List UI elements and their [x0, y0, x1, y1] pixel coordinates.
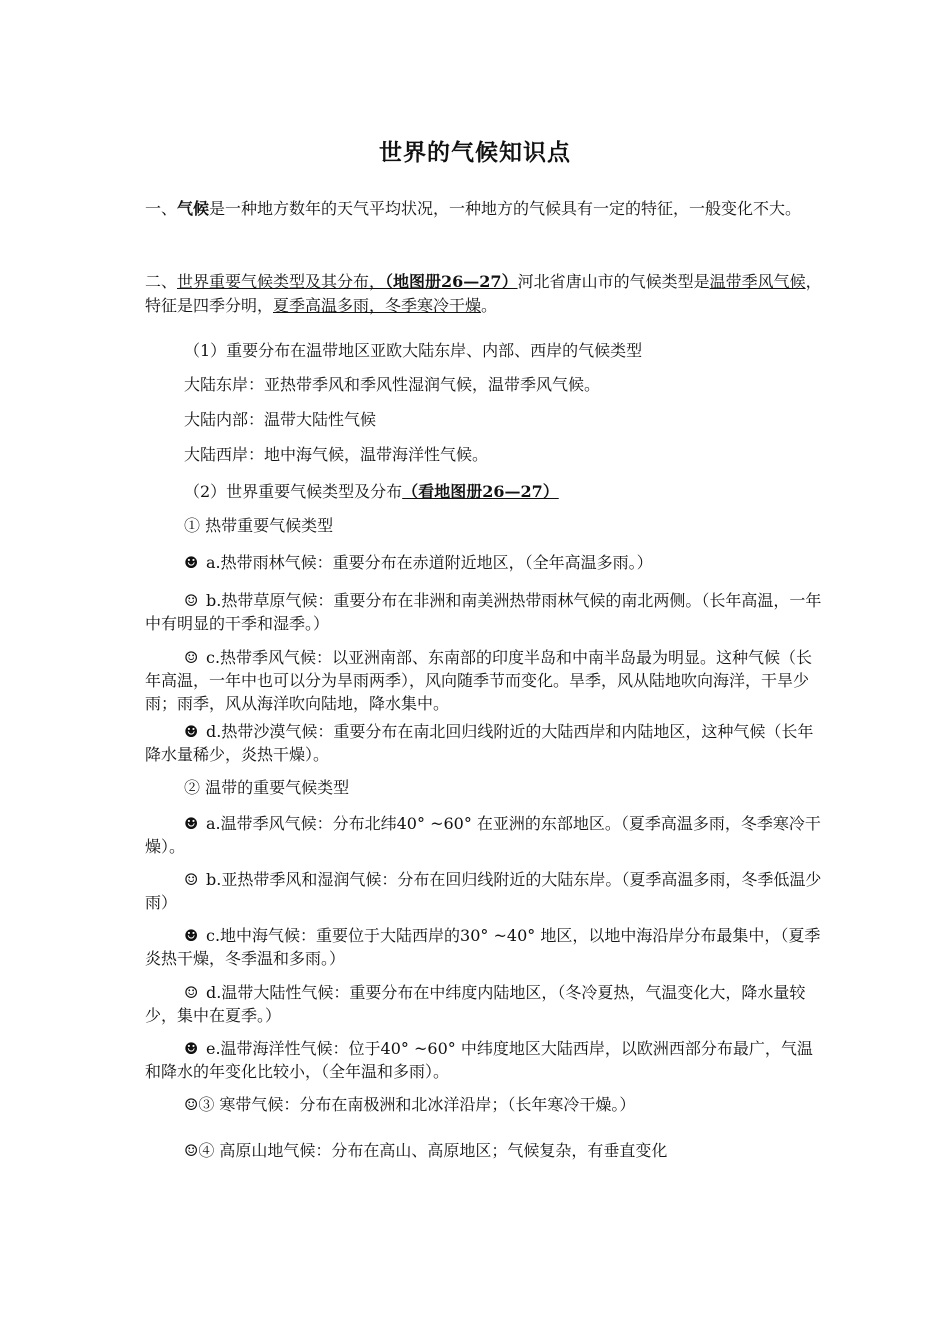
bullet-face-icon: ☺	[184, 591, 199, 610]
tropical-item-text: c.热带季风气候：以亚洲南部、东南部的印度半岛和中南半岛最为明显。这种气候（长年高温，一年中也可以分为旱雨两季），风向随季节而变化。旱季，风从陆地吹向海洋，干旱少雨；雨季，风从海洋吹向陆地，降水集中。	[145, 648, 813, 713]
part-2-heading-line	[184, 480, 824, 504]
tropical-item	[145, 720, 825, 766]
section-1-text: 是一种地方数年的天气平均状况，一种地方的气候具有一定的特征，一般变化不大。	[209, 199, 802, 218]
bullet-face-icon: ☻	[184, 926, 199, 945]
temperate-item	[145, 868, 825, 914]
bullet-face-icon: ☺	[184, 648, 199, 667]
section-1-term: 气候	[177, 199, 210, 218]
bullet-face-icon: ☻	[184, 553, 199, 572]
section-2-end: 。	[481, 296, 498, 315]
smiley-icon: ☺	[184, 1141, 199, 1160]
temperate-item-text: a.温带季风气候：分布北纬40° ~60° 在亚洲的东部地区。（夏季高温多雨，冬季寒冷干燥）。	[145, 814, 821, 856]
part-2-map-ref: （看地图册26—27）	[402, 482, 559, 501]
part-1-heading: （1）重要分布在温带地区亚欧大陆东岸、内部、西岸的气候类型	[184, 341, 643, 360]
section-2-feature: 夏季高温多雨，冬季寒冷干燥	[273, 296, 482, 315]
west-coast-line: 大陆西岸：地中海气候，温带海洋性气候。	[184, 445, 489, 464]
temperate-item	[145, 812, 825, 858]
temperate-item-text: c.地中海气候：重要位于大陆西岸的30° ~40° 地区，以地中海沿岸分布最集中，（夏季炎热干燥，冬季温和多雨。）	[145, 926, 821, 968]
temperate-item	[145, 981, 825, 1027]
inland-line: 大陆内部：温带大陆性气候	[184, 410, 377, 429]
section-1-prefix: 一、	[145, 199, 178, 218]
temperate-item-text: d.温带大陆性气候：重要分布在中纬度内陆地区，（冬冷夏热，气温变化大，降水量较少，集中在夏季。）	[145, 983, 806, 1025]
section-2-paragraph	[145, 270, 825, 318]
temperate-item	[145, 924, 825, 970]
tropical-item-text: b.热带草原气候：重要分布在非洲和南美洲热带雨林气候的南北两侧。（长年高温，一年中有明显的干季和湿季。）	[145, 591, 822, 633]
section-2-heading: 世界重要气候类型及其分布，	[177, 272, 386, 291]
smiley-icon: ☺	[184, 1095, 199, 1114]
section-2-prefix: 二、	[145, 272, 178, 291]
bullet-face-icon: ☻	[184, 1039, 199, 1058]
temperate-heading: ② 温带的重要气候类型	[184, 778, 350, 797]
tropical-item	[145, 589, 825, 635]
east-coast-line: 大陆东岸：亚热带季风和季风性湿润气候，温带季风气候。	[184, 375, 601, 394]
section-2-text: 河北省唐山市的气候类型是	[517, 272, 710, 291]
section-2-text-2: ，特征是四季分明，	[145, 272, 822, 315]
bullet-face-icon: ☻	[184, 722, 199, 741]
temperate-item-text: e.温带海洋性气候：位于40° ~60° 中纬度地区大陆西岸，以欧洲西部分布最广，气温和降水的年变化比较小，（全年温和多雨）。	[145, 1039, 813, 1081]
temperate-item-text: b.亚热带季风和湿润气候：分布在回归线附近的大陆东岸。（夏季高温多雨，冬季低温少雨）	[145, 870, 822, 912]
tropical-item-text: d.热带沙漠气候：重要分布在南北回归线附近的大陆西岸和内陆地区，这种气候（长年降水量稀少，炎热干燥）。	[145, 722, 814, 764]
tropical-item	[145, 551, 825, 574]
section-1-paragraph	[145, 197, 825, 221]
bullet-face-icon: ☺	[184, 983, 199, 1002]
cold-climate-text: ③ 寒带气候：分布在南极洲和北冰洋沿岸；（长年寒冷干燥。）	[198, 1095, 636, 1114]
section-2-climate-type: 温带季风气候	[709, 272, 806, 291]
highland-climate-line	[145, 1139, 825, 1162]
tropical-item	[145, 646, 825, 715]
cold-climate-line	[145, 1093, 825, 1116]
page-title: 世界的气候知识点	[379, 140, 571, 166]
tropical-item-text: a.热带雨林气候：重要分布在赤道附近地区，（全年高温多雨。）	[206, 553, 653, 572]
section-2-map-ref: （地图册26—27）	[385, 272, 518, 291]
highland-climate-text: ④ 高原山地气候：分布在高山、高原地区；气候复杂，有垂直变化	[198, 1141, 668, 1160]
temperate-item	[145, 1037, 825, 1083]
bullet-face-icon: ☻	[184, 814, 199, 833]
part-2-heading: （2）世界重要气候类型及分布	[184, 482, 403, 501]
tropical-heading: ① 热带重要气候类型	[184, 516, 334, 535]
bullet-face-icon: ☺	[184, 870, 199, 889]
